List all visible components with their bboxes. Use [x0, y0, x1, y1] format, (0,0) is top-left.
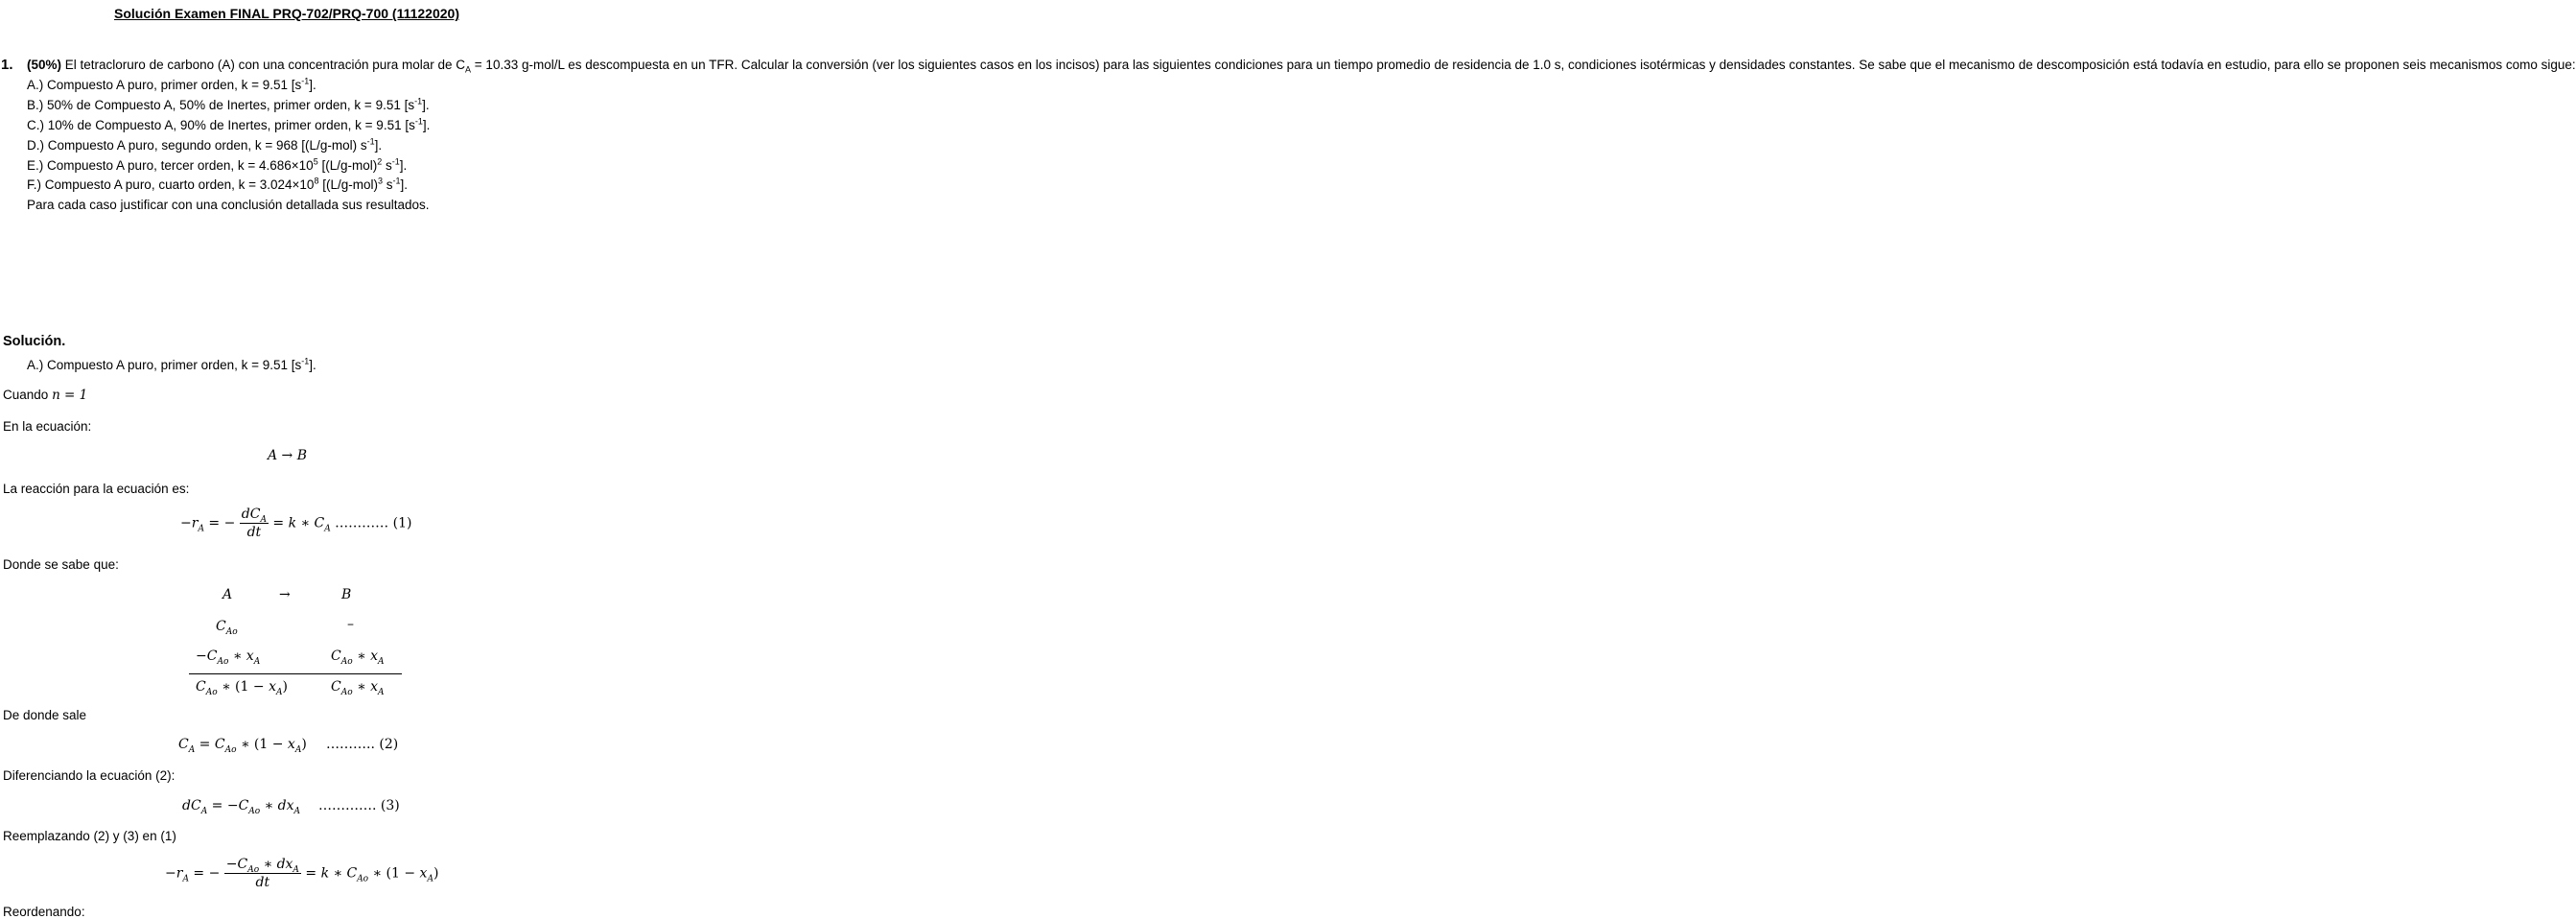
solution-heading: Solución. [3, 334, 66, 349]
equation-2: $C_A = C_{Ao}$ ∗ $(1 - x_A)$ [178, 737, 307, 755]
table-arrow: → [279, 587, 291, 602]
case-c: C.) 10% de Compuesto A, 90% de Inertes, primer orden, k = 9.51 $[s^{-1}]$. [27, 116, 431, 132]
equation-1: $-r_A$ = − $\frac{dC_A}{dt}$ = k ∗ $C_A$ ………… (1) [180, 507, 412, 540]
table-initial-b: – [347, 617, 354, 632]
label-cuando: Cuando n = 1 [3, 388, 88, 403]
case-e: E.) Compuesto A puro, tercer orden, $k = 4.686\times 10^5$ [$(L/g-mol)^2$ $s^{-1}$]. [27, 156, 408, 173]
label-reemplazando: Reemplazando (2) y (3) en (1) [3, 829, 176, 843]
equation-3-tag: …………. (3) [318, 798, 400, 813]
equation-2-tag: ……….. (2) [326, 737, 399, 752]
table-final-b: $C_{Ao}$ ∗ $x_A$ [331, 679, 385, 697]
label-diferenciando: Diferenciando la ecuación (2): [3, 768, 176, 783]
label-en-ecuacion: En la ecuación: [3, 419, 92, 434]
reaction-equation: A → B [268, 448, 308, 463]
problem-statement [1, 56, 2576, 216]
case-f: F.) Compuesto A puro, cuarto orden, $k = 3.024\times 10^8$ [$(L/g-mol)^3$ $s^{-1}$]. [27, 176, 409, 193]
case-b: B.) 50% de Compuesto A, 50% de Inertes, primer orden, k = 9.51 $[s^{-1}]$. [27, 96, 430, 112]
solution-case-a: A.) Compuesto A puro, primer orden, k = 9.51 $[s^{-1}]$. [27, 356, 316, 372]
label-de-donde: De donde sale [3, 708, 87, 722]
equation-1-tag: ………… (1) [335, 515, 412, 531]
label-reaccion: La reacción para la ecuación es: [3, 482, 190, 496]
table-divider [189, 673, 402, 674]
table-initial-a: $C_{Ao}$ [216, 619, 238, 637]
case-d: D.) Compuesto A puro, segundo orden, k = 968 [(L/g-mol) $s^{-1}$]. [27, 136, 383, 153]
label-donde: Donde se sabe que: [3, 557, 119, 572]
equation-3: $dC_A = -C_{Ao}$ ∗ $dx_A$ [182, 798, 300, 816]
table-change-b: $C_{Ao}$ ∗ $x_A$ [331, 648, 385, 667]
problem-closing: Para cada caso justificar con una conclusión detallada sus resultados. [27, 198, 430, 213]
label-reordenando: Reordenando: [3, 905, 85, 919]
problem-intro: (50%) El tetracloruro de carbono (A) con una concentración pura molar de $C_A = 10.33$ g-mol/L es descompuesta en un TFR. Calcular la conversión (ver los siguientes casos en los incisos) para las siguientes condiciones para un tiempo promedio de residencia de 1.0 s, condiciones isotérmicas y densidades constantes. Se sabe que el mecanismo de descomposición está todavía en estudio, para ello se proponen seis mecanismos como sigue: [27, 58, 2576, 75]
table-header-a: A [222, 587, 233, 602]
table-header-b: B [341, 587, 352, 602]
problem-weight: (50%) [27, 58, 62, 72]
equation-substituted: $-r_A$ = − $\frac{-C_{Ao} ∗ dx_A}{dt}$ = k ∗ $C_{Ao}$ ∗ $(1 - x_A)$ [165, 857, 439, 890]
table-change-a: $-C_{Ao}$ ∗ $x_A$ [196, 648, 261, 667]
document-title: Solución Examen FINAL PRQ-702/PRQ-700 (11122020) [113, 6, 459, 21]
case-a: A.) Compuesto A puro, primer orden, k = 9.51 $[s^{-1}]$. [27, 76, 316, 92]
table-final-a: $C_{Ao}$ ∗ $(1 - x_A)$ [196, 679, 288, 697]
order-n-equation: n = 1 [52, 388, 88, 403]
problem-number: 1. [1, 57, 13, 73]
